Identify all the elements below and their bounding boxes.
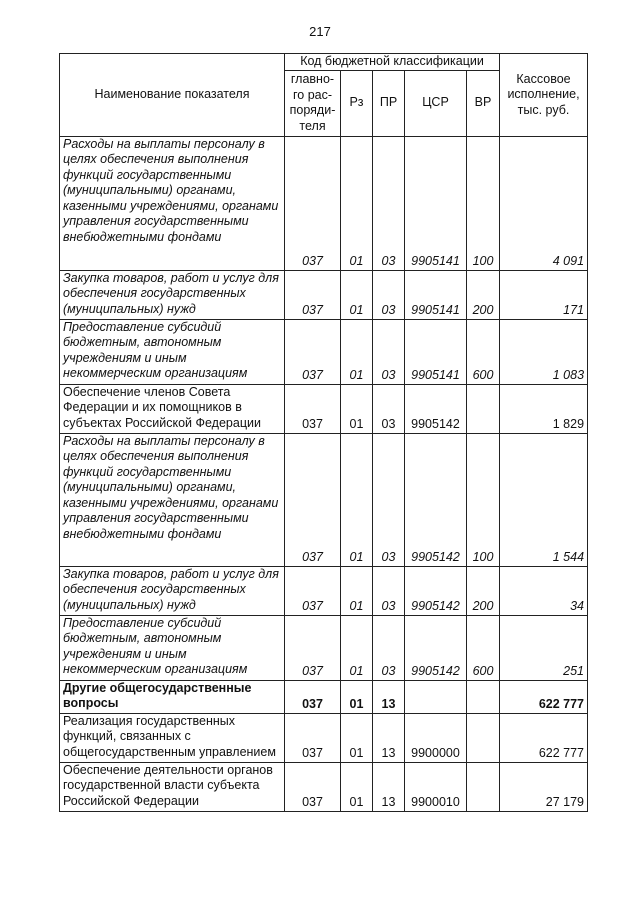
row-name: Закупка товаров, работ и услуг для обеспечения государственных (муниципальных) нужд — [60, 566, 285, 615]
row-csr: 9905142 — [405, 384, 467, 433]
row-csr — [405, 680, 467, 713]
row-amount: 171 — [500, 270, 588, 319]
row-rz: 01 — [341, 566, 373, 615]
row-pr: 03 — [373, 566, 405, 615]
row-gl: 037 — [285, 270, 341, 319]
row-rz: 01 — [341, 136, 373, 270]
row-gl: 037 — [285, 762, 341, 811]
row-vr — [467, 680, 500, 713]
row-rz: 01 — [341, 615, 373, 680]
row-pr: 13 — [373, 713, 405, 762]
row-name: Предоставление субсидий бюджетным, автономным учреждениям и иным некоммерческим организациям — [60, 615, 285, 680]
row-pr: 03 — [373, 433, 405, 566]
row-pr: 13 — [373, 680, 405, 713]
row-name: Другие общегосударственные вопросы — [60, 680, 285, 713]
header-name: Наименование показателя — [60, 54, 285, 137]
row-gl: 037 — [285, 384, 341, 433]
row-amount: 4 091 — [500, 136, 588, 270]
row-amount: 1 083 — [500, 319, 588, 384]
row-name: Реализация государственных функций, связанных с общегосударственным управлением — [60, 713, 285, 762]
row-vr: 600 — [467, 615, 500, 680]
header-csr: ЦСР — [405, 70, 467, 136]
row-name: Предоставление субсидий бюджетным, автономным учреждениям и иным некоммерческим организациям — [60, 319, 285, 384]
row-gl: 037 — [285, 713, 341, 762]
header-rz: Рз — [341, 70, 373, 136]
row-vr — [467, 713, 500, 762]
row-gl: 037 — [285, 615, 341, 680]
row-rz: 01 — [341, 433, 373, 566]
row-rz: 01 — [341, 270, 373, 319]
row-amount: 1 544 — [500, 433, 588, 566]
row-pr: 03 — [373, 615, 405, 680]
row-gl: 037 — [285, 136, 341, 270]
row-csr: 9905142 — [405, 615, 467, 680]
row-gl: 037 — [285, 433, 341, 566]
header-row-top — [60, 54, 588, 71]
row-vr: 100 — [467, 136, 500, 270]
table-row — [60, 566, 588, 615]
table-body — [60, 136, 588, 811]
table-row — [60, 713, 588, 762]
row-csr: 9900010 — [405, 762, 467, 811]
row-rz: 01 — [341, 319, 373, 384]
table-row — [60, 680, 588, 713]
row-amount: 622 777 — [500, 680, 588, 713]
row-pr: 13 — [373, 762, 405, 811]
row-rz: 01 — [341, 713, 373, 762]
row-rz: 01 — [341, 680, 373, 713]
row-csr: 9905142 — [405, 433, 467, 566]
row-rz: 01 — [341, 384, 373, 433]
row-name: Расходы на выплаты персоналу в целях обеспечения выполнения функций государственными (муниципальными) органами, казенными учреждениями, органами управления государственными внебюджетными фондами — [60, 433, 285, 566]
row-vr — [467, 384, 500, 433]
row-pr: 03 — [373, 270, 405, 319]
header-amount: Кассовое исполнение, тыс. руб. — [500, 54, 588, 137]
header-vr: ВР — [467, 70, 500, 136]
table-row — [60, 384, 588, 433]
row-amount: 622 777 — [500, 713, 588, 762]
row-gl: 037 — [285, 680, 341, 713]
row-csr: 9905141 — [405, 319, 467, 384]
row-gl: 037 — [285, 566, 341, 615]
row-name: Расходы на выплаты персоналу в целях обеспечения выполнения функций государственными (муниципальными) органами, казенными учреждениями, органами управления государственными внебюджетными фондами — [60, 136, 285, 270]
row-vr: 600 — [467, 319, 500, 384]
row-csr: 9905142 — [405, 566, 467, 615]
table-row — [60, 319, 588, 384]
header-gl: главно-го рас-поряди-теля — [285, 70, 341, 136]
table-row — [60, 433, 588, 566]
table-row — [60, 762, 588, 811]
budget-table — [59, 53, 588, 812]
row-vr — [467, 762, 500, 811]
row-pr: 03 — [373, 136, 405, 270]
row-csr: 9905141 — [405, 270, 467, 319]
table-row — [60, 270, 588, 319]
row-pr: 03 — [373, 384, 405, 433]
row-amount: 27 179 — [500, 762, 588, 811]
row-name: Обеспечение деятельности органов государственной власти субъекта Российской Федерации — [60, 762, 285, 811]
header-code-group: Код бюджетной классификации — [285, 54, 500, 71]
row-name: Обеспечение членов Совета Федерации и их помощников в субъектах Российской Федерации — [60, 384, 285, 433]
row-csr: 9900000 — [405, 713, 467, 762]
row-pr: 03 — [373, 319, 405, 384]
row-amount: 1 829 — [500, 384, 588, 433]
page-number: 217 — [309, 24, 331, 39]
row-amount: 34 — [500, 566, 588, 615]
table-row — [60, 615, 588, 680]
row-csr: 9905141 — [405, 136, 467, 270]
row-vr: 200 — [467, 566, 500, 615]
row-vr: 100 — [467, 433, 500, 566]
row-name: Закупка товаров, работ и услуг для обеспечения государственных (муниципальных) нужд — [60, 270, 285, 319]
header-pr: ПР — [373, 70, 405, 136]
row-gl: 037 — [285, 319, 341, 384]
row-vr: 200 — [467, 270, 500, 319]
row-rz: 01 — [341, 762, 373, 811]
table-row — [60, 136, 588, 270]
row-amount: 251 — [500, 615, 588, 680]
